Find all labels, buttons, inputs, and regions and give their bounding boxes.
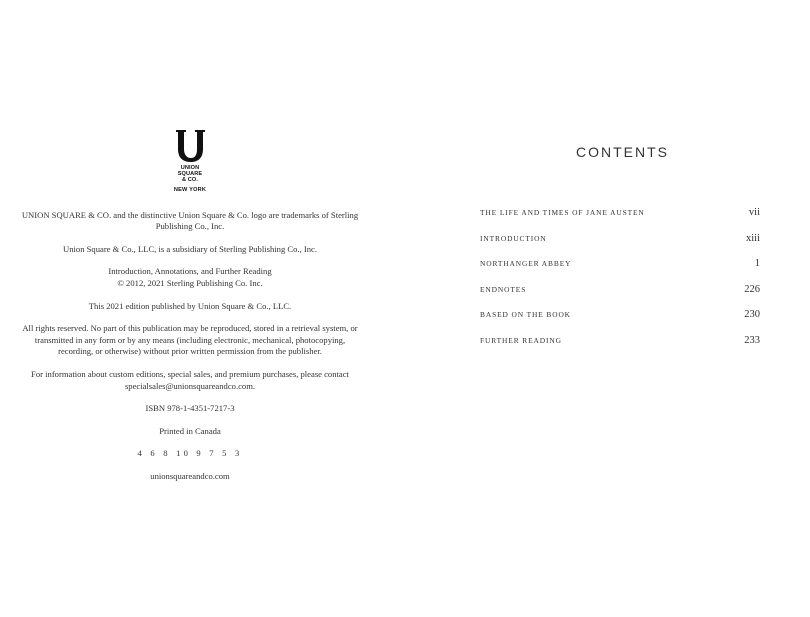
toc-entry-page: 230: [744, 309, 760, 321]
toc-entry-page: 226: [744, 283, 760, 295]
logo-city: NEW YORK: [173, 186, 207, 193]
toc-entry[interactable]: [480, 335, 760, 361]
intro-copyright-line: © 2012, 2021 Sterling Publishing Co. Inc.: [117, 277, 263, 288]
toc-entry[interactable]: [480, 258, 760, 284]
toc-entry[interactable]: [480, 207, 760, 233]
toc-entry-page: vii: [748, 207, 760, 218]
trademark-notice: UNION SQUARE & CO. and the distinctive Union Square & Co. logo are trademarks of Sterling Publishing Co., Inc.: [21, 209, 359, 232]
toc-entry-page: xiii: [745, 232, 760, 244]
toc-entry-label: THE LIFE AND TIMES OF JANE AUSTEN: [480, 208, 645, 217]
table-of-contents: [480, 207, 760, 361]
edition-notice: This 2021 edition published by Union Square & Co., LLC.: [88, 300, 292, 311]
toc-entry-label: INTRODUCTION: [480, 233, 547, 243]
publisher-logo: [160, 128, 220, 193]
toc-entry-label: BASED ON THE BOOK: [480, 310, 571, 320]
toc-entry-label: FURTHER READING: [480, 335, 562, 345]
rights-notice: All rights reserved. No part of this publication may be reproduced, stored in a retrieval system, or transmitted in any form or by any means (including electronic, mechanical, photocopying, recording, or otherwise) without prior written permission from the publisher.: [22, 323, 358, 357]
print-line: 4 6 8 10 9 7 5 3: [137, 448, 243, 459]
union-square-u-icon: [172, 128, 208, 164]
logo-line: & CO.: [181, 177, 199, 184]
toc-entry-page: 1: [754, 258, 760, 270]
contents-title: CONTENTS: [576, 144, 669, 160]
toc-entry-label: ENDNOTES: [480, 284, 527, 294]
intro-copyright: [20, 266, 360, 289]
publisher-website: unionsquareandco.com: [150, 470, 230, 481]
copyright-text: [20, 210, 360, 483]
toc-entry[interactable]: [480, 284, 760, 310]
logo-line: SQUARE: [177, 171, 203, 178]
printed-in: Printed in Canada: [159, 425, 221, 436]
logo-wordmark: [160, 165, 220, 184]
sales-info: For information about custom editions, special sales, and premium purchases, please contact specialsales@unionsquareandco.com.: [31, 368, 349, 391]
intro-copyright-line: Introduction, Annotations, and Further Reading: [108, 266, 272, 277]
toc-entry-page: 233: [744, 334, 760, 346]
toc-entry[interactable]: [480, 309, 760, 335]
toc-entry[interactable]: [480, 233, 760, 259]
toc-entry-label: NORTHANGER ABBEY: [480, 259, 572, 269]
subsidiary-notice: Union Square & Co., LLC, is a subsidiary of Sterling Publishing Co., Inc.: [63, 243, 317, 254]
logo-line: UNION: [180, 165, 200, 171]
copyright-page: [20, 128, 360, 494]
isbn: ISBN 978-1-4351-7217-3: [145, 403, 235, 414]
